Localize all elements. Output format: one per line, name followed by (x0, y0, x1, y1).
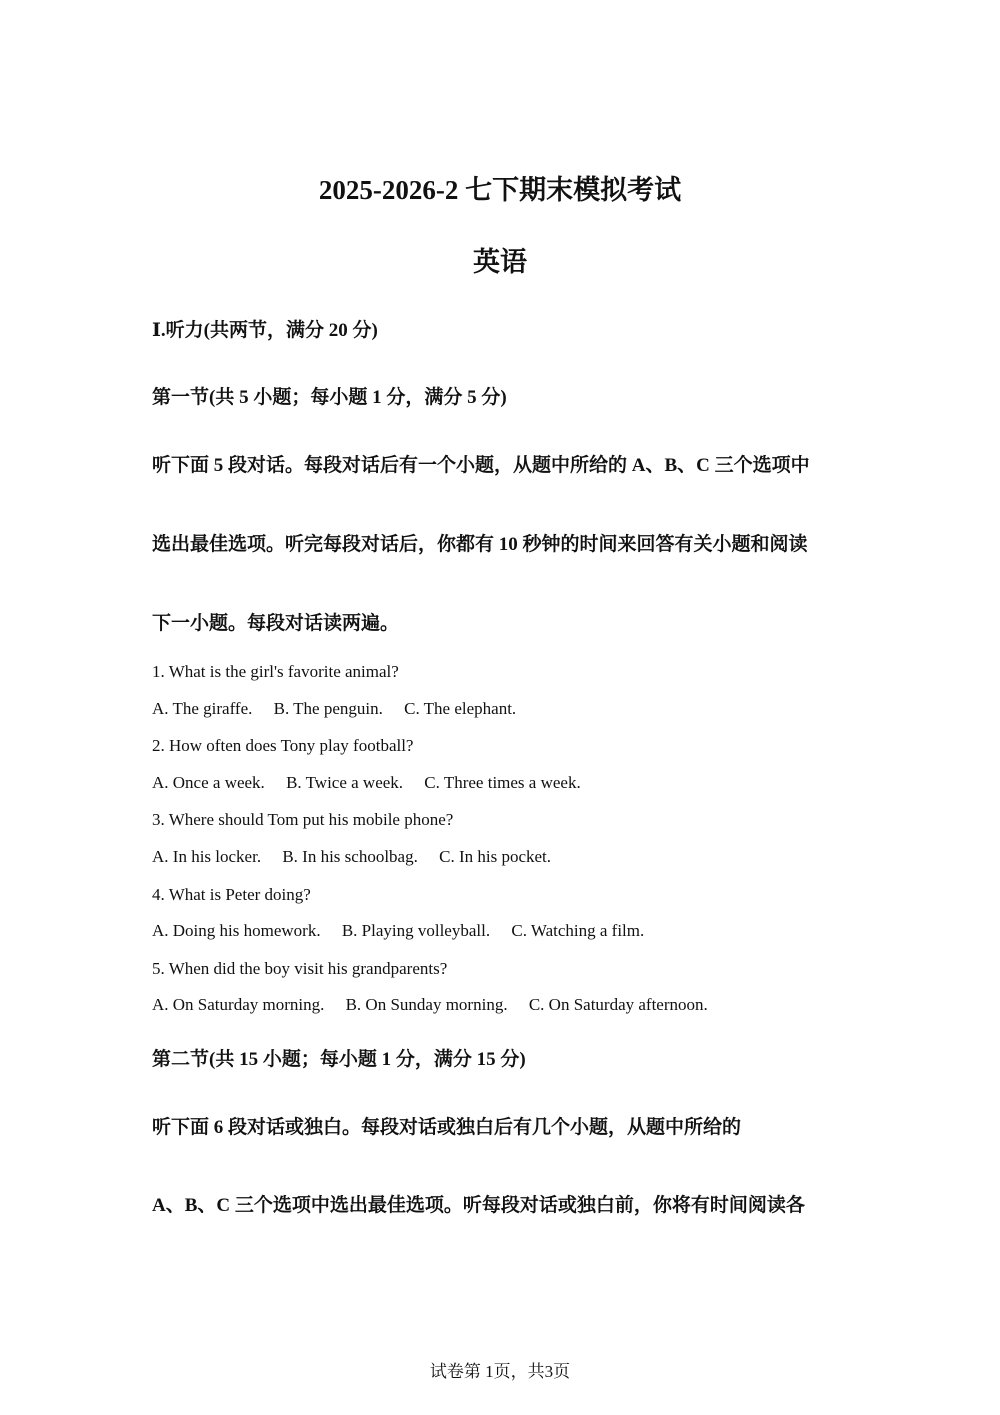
option-c: C. Watching a film. (511, 921, 645, 940)
subject-title: 英语 (473, 247, 527, 277)
section1-instruction-line: 听下面 5 段对话。每段对话后有一个小题，从题中所给的 A、B、C 三个选项中 (152, 455, 810, 476)
question-options (152, 699, 533, 719)
section2-heading: 第二节(共 15 小题；每小题 1 分，满分 15 分) (152, 1049, 526, 1070)
option-c: C. The elephant. (404, 699, 517, 718)
section1-instruction-line: 选出最佳选项。听完每段对话后，你都有 10 秒钟的时间来回答有关小题和阅读 (152, 534, 808, 555)
question-options (152, 773, 598, 793)
page-footer: 试卷第 1页，共3页 (429, 1362, 571, 1381)
option-b: B. In his schoolbag. (282, 847, 418, 866)
section2-instruction-line: 听下面 6 段对话或独白。每段对话或独白后有几个小题，从题中所给的 (152, 1117, 742, 1138)
section1-heading: 第一节(共 5 小题；每小题 1 分，满分 5 分) (152, 387, 507, 408)
question-options (152, 995, 725, 1015)
option-b: B. The penguin. (273, 699, 383, 718)
option-a: A. Once a week. (152, 773, 265, 792)
section2-instruction-line: A、B、C 三个选项中选出最佳选项。听每段对话或独白前，你将有时间阅读各 (152, 1195, 805, 1216)
question-stem: 3. Where should Tom put his mobile phone? (152, 810, 454, 829)
option-a: A. The giraffe. (152, 699, 253, 718)
question-stem: 5. When did the boy visit his grandparents? (152, 959, 448, 978)
question-stem: 4. What is Peter doing? (152, 885, 311, 904)
exam-title: 2025-2026-2 七下期末模拟考试 (318, 175, 682, 205)
section1-instruction-line: 下一小题。每段对话读两遍。 (152, 613, 400, 634)
option-a: A. Doing his homework. (152, 921, 321, 940)
question-options (152, 921, 661, 941)
option-b: B. On Sunday morning. (345, 995, 508, 1014)
listening-part-heading: Ⅰ.听力(共两节，满分 20 分) (152, 320, 378, 341)
option-c: C. Three times a week. (424, 773, 581, 792)
option-c: C. On Saturday afternoon. (528, 995, 708, 1014)
question-options (152, 847, 568, 867)
option-a: A. In his locker. (152, 847, 262, 866)
question-stem: 2. How often does Tony play football? (152, 736, 414, 755)
option-b: B. Playing volleyball. (341, 921, 491, 940)
option-a: A. On Saturday morning. (152, 995, 325, 1014)
option-b: B. Twice a week. (286, 773, 404, 792)
option-c: C. In his pocket. (439, 847, 552, 866)
question-stem: 1. What is the girl's favorite animal? (152, 662, 399, 681)
